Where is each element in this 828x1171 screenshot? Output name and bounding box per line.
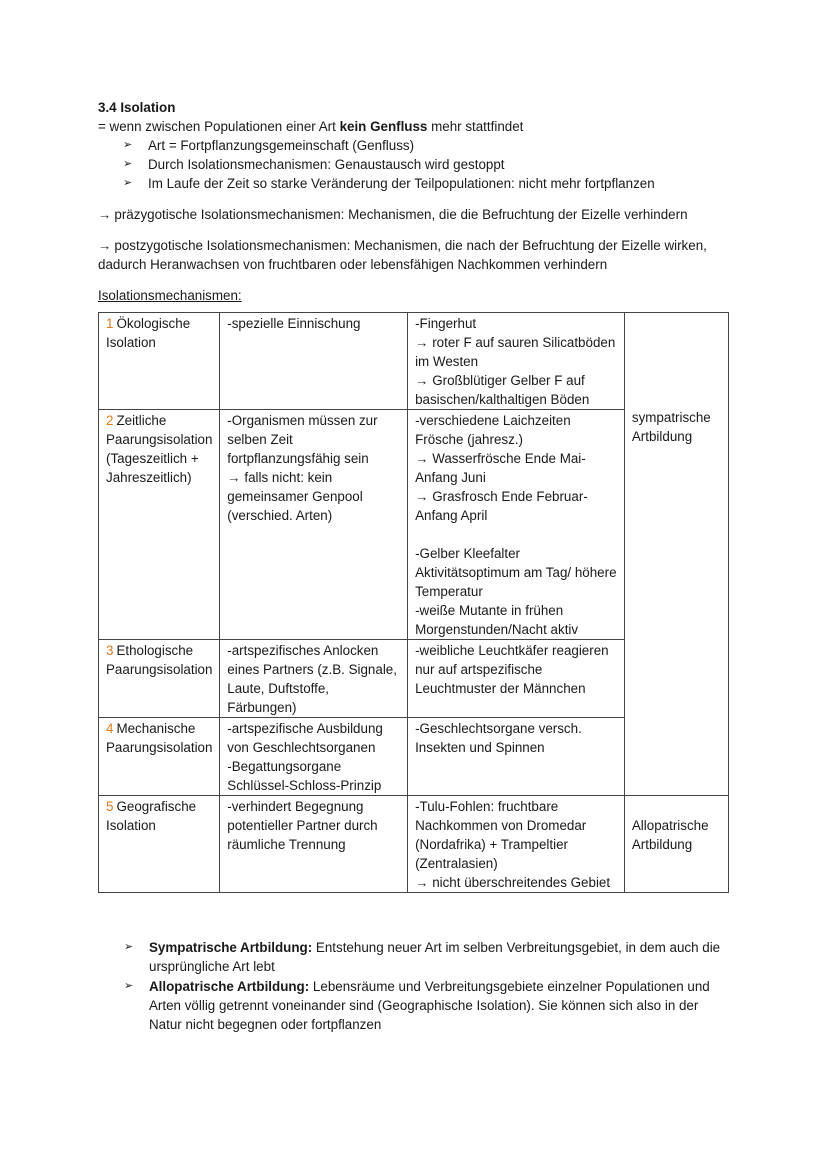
- mechanism-description-cell: -spezielle Einnischung: [220, 313, 408, 410]
- mechanism-name-cell: 1 Ökologische Isolation: [99, 313, 220, 410]
- row-number: 1: [106, 316, 114, 331]
- row-number: 2: [106, 413, 114, 428]
- mechanism-description-cell: -artspezifisches Anlocken eines Partners (z.B. Signale, Laute, Duftstoffe, Färbungen): [220, 640, 408, 718]
- list-item: ➢ Im Laufe der Zeit so starke Veränderung der Teilpopulationen: nicht mehr fortpflanzen: [123, 176, 655, 191]
- definition-bullets: [98, 136, 730, 193]
- mechanism-example-cell: -Geschlechtsorgane versch. Insekten und Spinnen: [408, 718, 625, 796]
- mechanism-example-cell: -Fingerhut → roter F auf sauren Silicatböden im Westen → Großblütiger Gelber F auf basischen/kalthaltigen Böden: [408, 313, 625, 410]
- definition-suffix: mehr stattfindet: [427, 119, 524, 134]
- row-number: 3: [106, 643, 114, 658]
- bullet-arrow-icon: ➢: [123, 139, 133, 151]
- definition-line: [98, 117, 730, 136]
- row-number: 5: [106, 799, 114, 814]
- right-arrow-icon: →: [98, 238, 112, 253]
- speciation-cell-allopatric: Allopatrische Artbildung: [624, 796, 728, 893]
- definition-term: Sympatrische Artbildung:: [149, 940, 313, 955]
- mechanism-description-cell: -Organismen müssen zur selben Zeit fortpflanzungsfähig sein → falls nicht: kein gemeinsamer Genpool (verschied. Arten): [220, 410, 408, 640]
- isolation-table: [98, 312, 729, 893]
- definition-text: Lebensräume und Verbreitungsgebiete einzelner Populationen und Arten völlig getrennt voneinander sind (Geographische Isolation). Sie können sich also in der Natur nicht begegnen oder fortpflanzen: [149, 979, 710, 1032]
- list-item: ➢ Art = Fortpflanzungsgemeinschaft (Genfluss): [123, 138, 415, 153]
- definition-prefix: = wenn zwischen Populationen einer Art: [98, 119, 340, 134]
- mechanism-name-cell: 5 Geografische Isolation: [99, 796, 220, 893]
- definition-bold: kein Genfluss: [339, 119, 428, 134]
- mechanism-name-cell: 2 Zeitliche Paarungsisolation (Tageszeitlich + Jahreszeitlich): [99, 410, 220, 640]
- mechanism-example-cell: -Tulu-Fohlen: fruchtbare Nachkommen von Dromedar (Nordafrika) + Trampeltier (Zentralasien) → nicht überschreitendes Gebiet: [408, 796, 625, 893]
- bullet-arrow-icon: ➢: [124, 980, 134, 992]
- section-heading: 3.4 Isolation: [98, 100, 176, 115]
- definition-text: Entstehung neuer Art im selben Verbreitungsgebiet, in dem auch die ursprüngliche Art lebt: [149, 940, 721, 974]
- bullet-arrow-icon: ➢: [124, 941, 134, 953]
- definition-term: Allopatrische Artbildung:: [149, 979, 310, 994]
- speciation-definitions: [124, 938, 724, 1035]
- table-row: [99, 796, 729, 893]
- bullet-arrow-icon: ➢: [123, 177, 133, 189]
- list-item: [124, 938, 724, 976]
- mechanism-name-cell: 3 Ethologische Paarungsisolation: [99, 640, 220, 718]
- list-item: ➢ Durch Isolationsmechanismen: Genaustausch wird gestoppt: [123, 157, 505, 172]
- document-page: [98, 98, 730, 893]
- mechanism-description-cell: -verhindert Begegnung potentieller Partner durch räumliche Trennung: [220, 796, 408, 893]
- mechanism-description-cell: -artspezifische Ausbildung von Geschlechtsorganen -Begattungsorgane Schlüssel-Schloss-Prinzip: [220, 718, 408, 796]
- table-title: Isolationsmechanismen:: [98, 288, 242, 303]
- mechanism-example-cell: -verschiedene Laichzeiten Frösche (jahresz.) → Wasserfrösche Ende Mai-Anfang Juni → Grasfrosch Ende Februar-Anfang April -Gelber Kleefalter Aktivitätsoptimum am Tag/ höhere Temperatur -weiße Mutante in frühen Morgenstunden/Nacht aktiv: [408, 410, 625, 640]
- right-arrow-icon: →: [98, 207, 112, 222]
- postzygotic-paragraph: → postzygotische Isolationsmechanismen: Mechanismen, die nach der Befruchtung der Eizelle wirken, dadurch Heranwachsen von fruchtbaren oder lebensfähigen Nachkommen verhindern: [98, 238, 707, 272]
- bullet-arrow-icon: ➢: [123, 158, 133, 170]
- mechanism-name-cell: 4 Mechanische Paarungsisolation: [99, 718, 220, 796]
- row-number: 4: [106, 721, 114, 736]
- prezygotic-paragraph: → präzygotische Isolationsmechanismen: Mechanismen, die die Befruchtung der Eizelle verhindern: [98, 207, 688, 222]
- list-item: [124, 977, 724, 1034]
- speciation-cell-sympatric: sympatrische Artbildung: [624, 313, 728, 796]
- mechanism-example-cell: -weibliche Leuchtkäfer reagieren nur auf artspezifische Leuchtmuster der Männchen: [408, 640, 625, 718]
- table-row: [99, 313, 729, 410]
